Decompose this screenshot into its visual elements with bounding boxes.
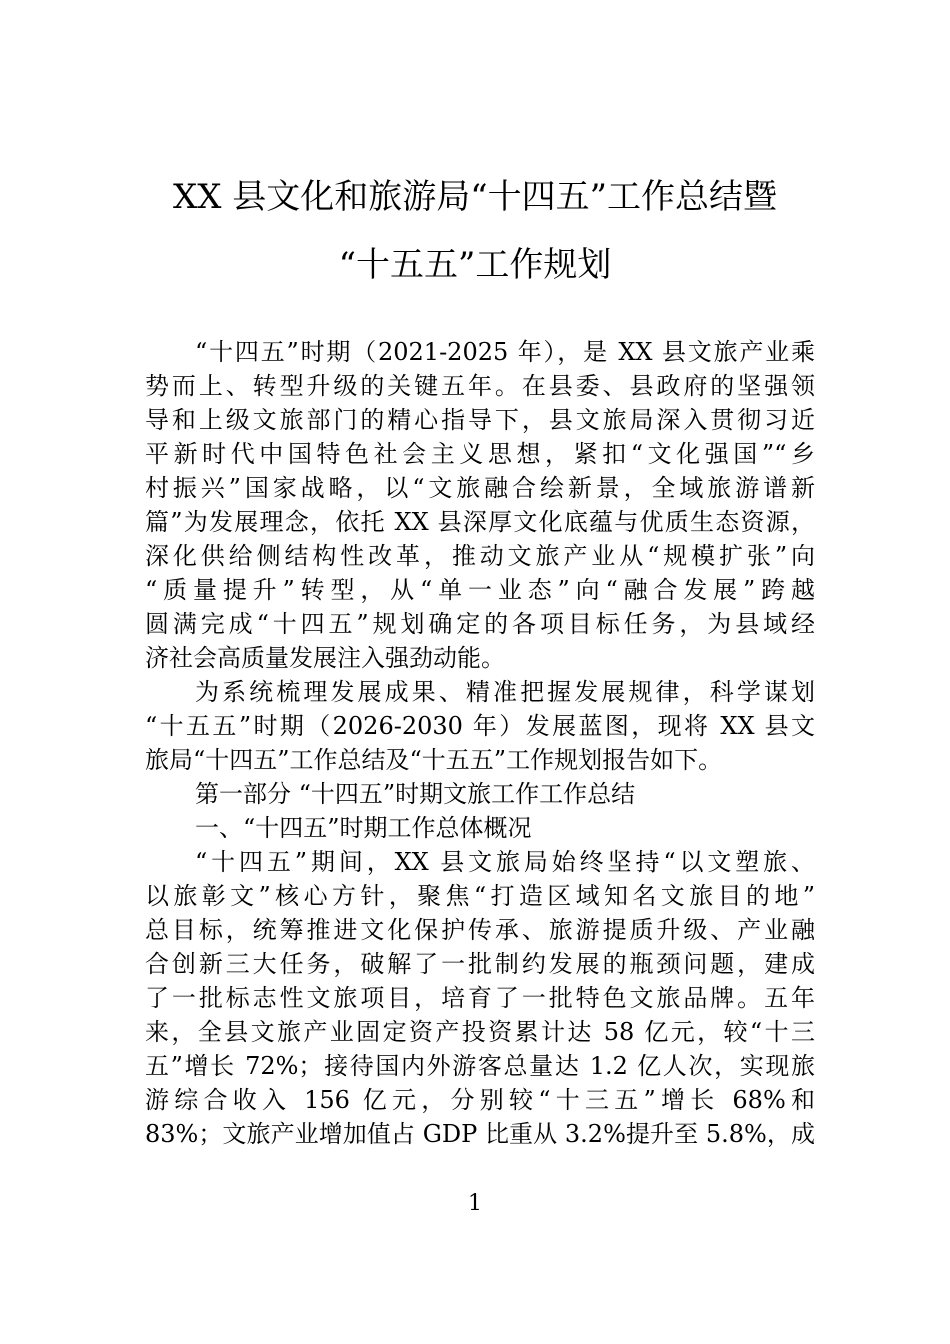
paragraph-intro-line: 圆满完成“十四五”规划确定的各项目标任务，为县域经	[145, 610, 815, 638]
paragraph-overview-line: 了一批标志性文旅项目，培育了一批特色文旅品牌。五年	[145, 984, 815, 1012]
paragraph-intro-line: 篇”为发展理念，依托 XX 县深厚文化底蕴与优质生态资源，	[145, 508, 815, 536]
paragraph-intro-line: 导和上级文旅部门的精心指导下，县文旅局深入贯彻习近	[145, 406, 815, 434]
paragraph-purpose-line: “十五五”时期（2026-2030 年）发展蓝图，现将 XX 县文	[145, 712, 815, 740]
paragraph-intro-line: 深化供给侧结构性改革，推动文旅产业从“规模扩张”向	[145, 542, 815, 570]
section-heading-overview: 一、“十四五”时期工作总体概况	[195, 814, 532, 842]
paragraph-purpose-line: 旅局“十四五”工作总结及“十五五”工作规划报告如下。	[145, 746, 723, 774]
paragraph-intro-line: 济社会高质量发展注入强劲动能。	[145, 644, 505, 672]
paragraph-intro-line: “质量提升”转型，从“单一业态”向“融合发展”跨越	[145, 576, 815, 604]
paragraph-intro-line: “十四五”时期（2021-2025 年），是 XX 县文旅产业乘	[195, 338, 815, 366]
document-title-line-2: “十五五”工作规划	[338, 245, 612, 285]
paragraph-intro-line: 势而上、转型升级的关键五年。在县委、县政府的坚强领	[145, 372, 815, 400]
paragraph-overview-line: 游综合收入 156 亿元，分别较“十三五”增长 68%和	[145, 1086, 815, 1114]
paragraph-overview-line: 来，全县文旅产业固定资产投资累计达 58 亿元，较“十三	[145, 1018, 815, 1046]
paragraph-overview-line: 83%；文旅产业增加值占 GDP 比重从 3.2%提升至 5.8%，成	[145, 1120, 815, 1148]
paragraph-intro-line: 村振兴”国家战略，以“文旅融合绘新景，全域旅游谱新	[145, 474, 815, 502]
paragraph-overview-line: 合创新三大任务，破解了一批制约发展的瓶颈问题，建成	[145, 950, 815, 978]
paragraph-overview-line: 总目标，统筹推进文化保护传承、旅游提质升级、产业融	[145, 916, 815, 944]
document-body	[145, 335, 815, 1151]
page-number: 1	[468, 1191, 482, 1216]
paragraph-overview-line: 五”增长 72%；接待国内外游客总量达 1.2 亿人次，实现旅	[145, 1052, 815, 1080]
paragraph-overview-line: “十四五”期间，XX 县文旅局始终坚持“以文塑旅、	[195, 848, 815, 876]
paragraph-purpose-line: 为系统梳理发展成果、精准把握发展规律，科学谋划	[195, 678, 815, 706]
section-heading-part-one: 第一部分 “十四五”时期文旅工作工作总结	[195, 780, 636, 808]
paragraph-intro-line: 平新时代中国特色社会主义思想，紧扣“文化强国”“乡	[145, 440, 815, 468]
paragraph-overview-line: 以旅彰文”核心方针，聚焦“打造区域知名文旅目的地”	[145, 882, 815, 910]
document-title-line-1: XX 县文化和旅游局“十四五”工作总结暨	[173, 177, 777, 217]
